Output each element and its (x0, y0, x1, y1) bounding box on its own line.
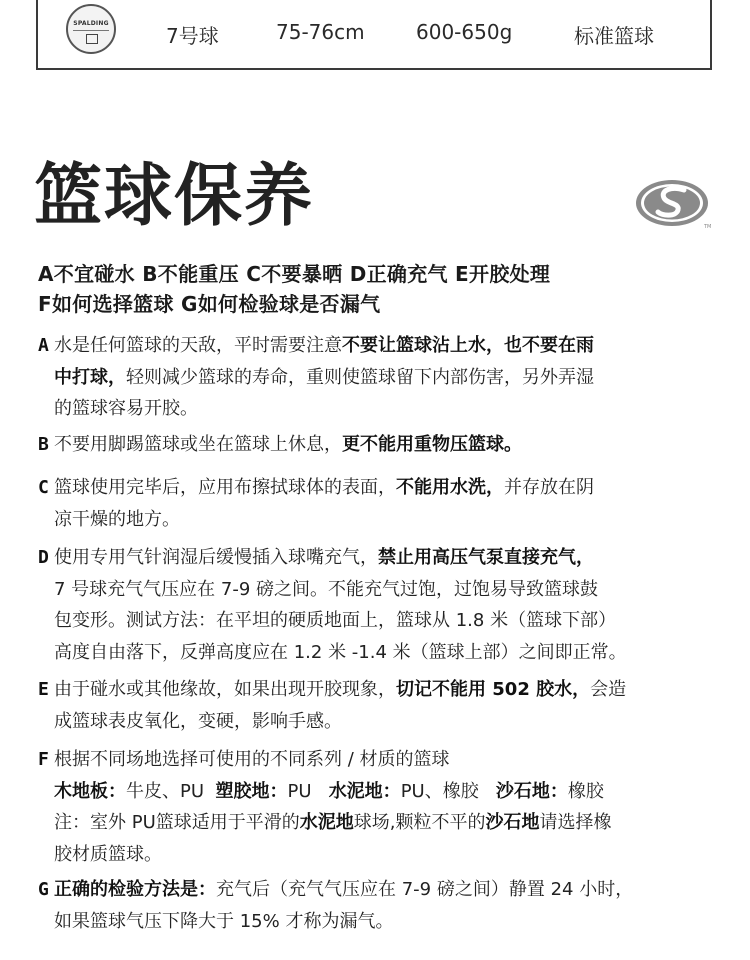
spalding-s-logo-icon (634, 176, 714, 230)
section-e: E 由于碰水或其他缘故，如果出现开胶现象，切记不能用 502 胶水，会造 成篮球表皮氧化，变硬，影响手感。 (38, 674, 718, 737)
spec-circumference: 75-76cm (276, 20, 365, 44)
ball-brand-text: SPALDING (73, 20, 109, 27)
section-g: G 正确的检验方法是：充气后（充气气压应在 7-9 磅之间）静置 24 小时， 如果篮球气压下降大于 15% 才称为漏气。 (38, 874, 718, 937)
spec-type: 标准篮球 (574, 24, 654, 48)
section-letter: B (38, 434, 49, 455)
summary-line-1: A不宜碰水 B不能重压 C不要暴晒 D正确充气 E开胶处理 (38, 262, 551, 286)
section-f: F 根据不同场地选择可使用的不同系列 / 材质的篮球 木地板：牛皮、PU 塑胶地：PU 水泥地：PU、橡胶 沙石地：橡胶 注：室外 PU篮球适用于平滑的水泥地球场,颗粒不平的沙石地请选择橡 胶材质篮球。 (38, 744, 718, 870)
basketball-logo-icon (66, 4, 116, 54)
section-letter: D (38, 547, 49, 568)
spec-weight: 600-650g (416, 20, 513, 44)
page-title: 篮球保养 (34, 157, 315, 236)
section-letter: G (38, 879, 49, 900)
spec-size: 7号球 (166, 24, 219, 48)
section-letter: F (38, 749, 49, 770)
section-a: A 水是任何篮球的天敌，平时需要注意不要让篮球沾上水，也不要在雨 中打球，轻则减少篮球的寿命，重则使篮球留下内部伤害，另外弄湿 的篮球容易开胶。 (38, 330, 718, 425)
section-c: C 篮球使用完毕后，应用布擦拭球体的表面，不能用水洗，并存放在阴 凉干燥的地方。 (38, 472, 718, 535)
section-b: B 不要用脚踢篮球或坐在篮球上休息，更不能用重物压篮球。 (38, 429, 718, 461)
section-d: D 使用专用气针润湿后缓慢插入球嘴充气，禁止用高压气泵直接充气， 7 号球充气气压应在 7-9 磅之间。不能充气过饱，过饱易导致篮球鼓 包变形。测试方法：在平坦的硬质地面上，篮球从 1.8 米（篮球下部） 高度自由落下，反弹高度应在 1.2 米 -1.4 米（篮球上部）之间即正常。 (38, 542, 718, 668)
section-letter: A (38, 335, 49, 356)
svg-text:TM: TM (704, 224, 712, 230)
summary-line-2: F如何选择篮球 G如何检验球是否漏气 (38, 292, 381, 316)
spec-table (36, 0, 712, 70)
section-letter: E (38, 679, 49, 700)
section-letter: C (38, 477, 49, 498)
